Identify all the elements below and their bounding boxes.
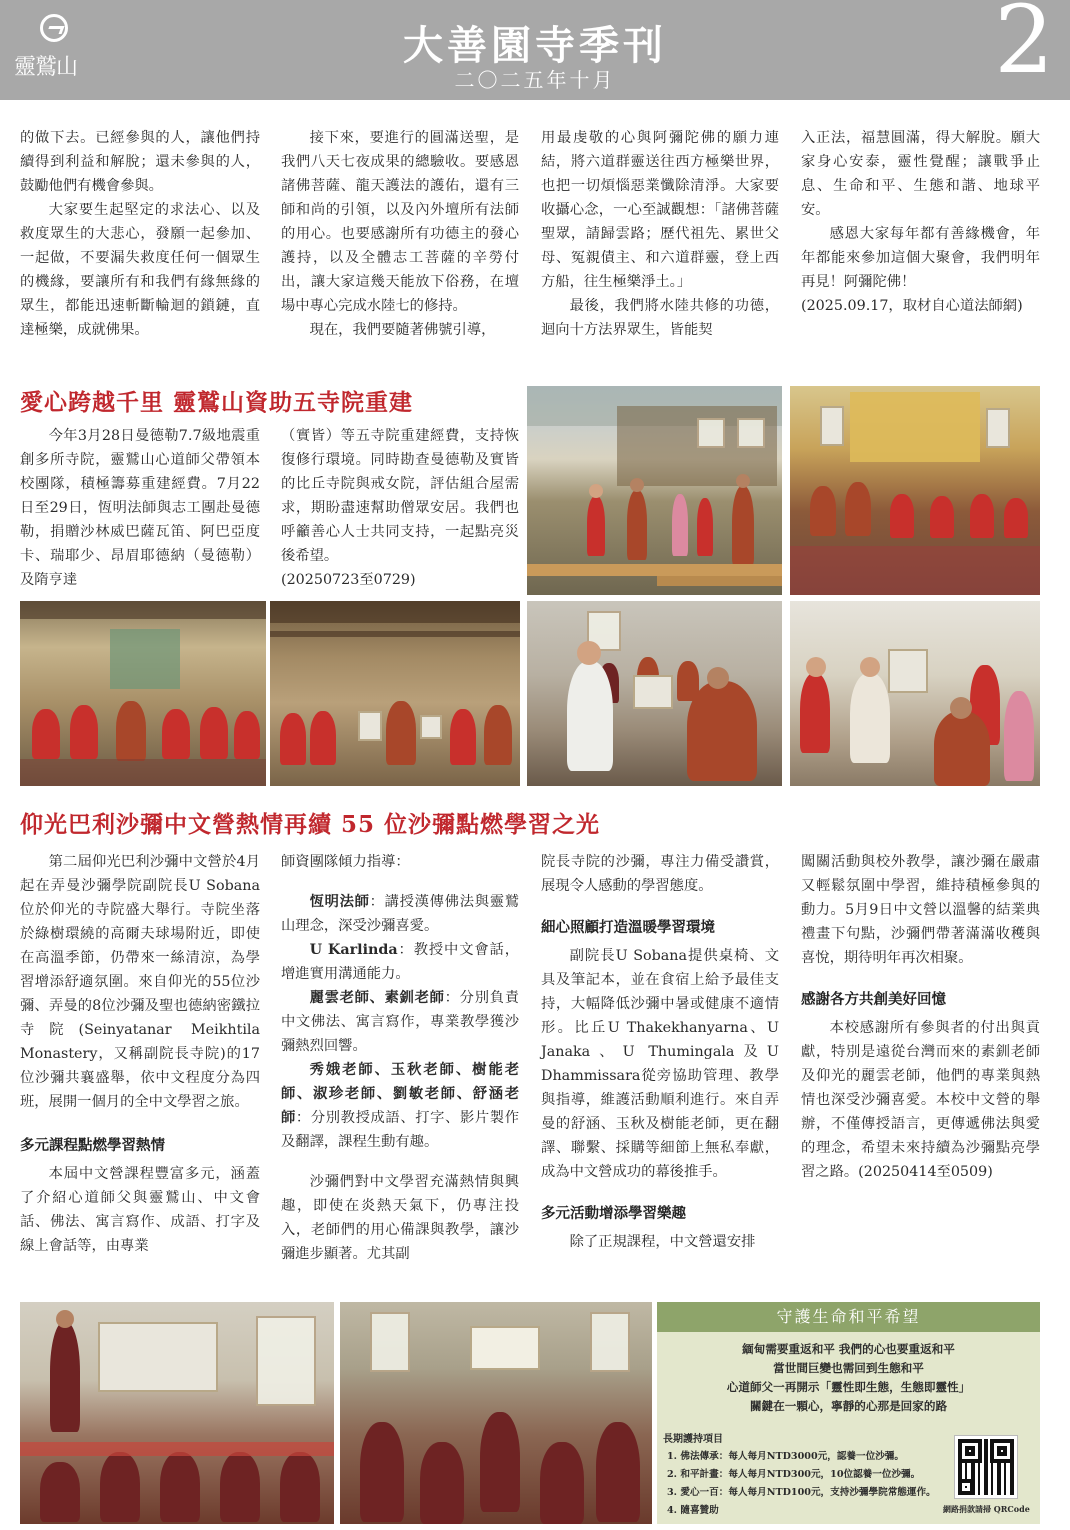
notice-quote-line: 當世間巨變也需回到生態和平 [773, 1361, 924, 1375]
article2-headline: 愛心跨越千里 靈鷲山資助五寺院重建 [20, 389, 414, 416]
paragraph: 今年3月28日曼德勒7.7級地震重創多所寺院，靈鷲山心道師父帶領本校團隊，積極籌募重建經費。7月22日至29日，恆明法師與志工團赴曼德勒，捐贈沙林威巴薩瓦笛、阿巴亞度卡、瑞耶少、昂眉耶德納（曼德勒）及隋亨達 [20, 428, 260, 588]
paragraph: 院長寺院的沙彌，專注力備受讚賞，展現令人感動的學習態度。 [541, 854, 779, 894]
article3-column-3 [541, 850, 779, 1254]
subheading: 感謝各方共創美好回憶 [801, 991, 946, 1008]
subheading: 多元課程點燃學習熱情 [20, 1137, 165, 1154]
paragraph: 入正法，福慧圓滿，得大解脫。願大家身心安泰，靈性覺醒；讓戰爭止息、生命和平、生態和諧、地球平安。 [801, 130, 1040, 218]
article3-column-4 [801, 850, 1040, 1184]
teacher-desc: ：教授中文會話，增進實用溝通能力。 [281, 942, 520, 982]
logo-text: 靈鷲山 [14, 55, 78, 80]
photo-construction-site [527, 386, 782, 595]
support-items-heading: 長期護持項目 [663, 1434, 723, 1445]
paragraph: 第二屆仰光巴利沙彌中文營於4月起在弄曼沙彌學院副院長U Sobana位於仰光的寺院盛大舉行。寺院坐落於綠樹環繞的高爾夫球場附近，即使在高溫季節，仍帶來一絲清涼，為學習增添舒適氛圍。來自仰光的55位沙彌、弄曼的8位沙彌及聖也德納密鐵拉寺院(Seinyatanar Meikhtila Monastery，又稱副院長寺院)的17位沙彌共襄盛舉，依中文程度分為四班，展開一個月的全中文學習之旅。 [20, 854, 260, 1110]
photo-classroom-2 [340, 1302, 652, 1524]
notice-quote-line: 緬甸需要重返和平 我們的心也要重返和平 [742, 1342, 955, 1356]
paragraph: 闖關活動與校外教學，讓沙彌在嚴肅又輕鬆氛圍中學習，維持積極參與的動力。5月9日中文營以溫馨的結業典禮畫下句點，沙彌們帶著滿滿收穫與喜悅，期待明年再次相聚。 [801, 854, 1040, 966]
paragraph: 沙彌們對中文學習充滿熱情與興趣，即使在炎熱天氣下，仍專注投入，老師們的用心備課與教學，讓沙彌進步顯著。尤其副 [281, 1174, 519, 1262]
paragraph: 本屆中文營課程豐富多元，涵蓋了介紹心道師父與靈鷲山、中文會話、佛法、寓言寫作、成語、打字及線上會話等，由專業 [20, 1166, 260, 1254]
notice-quote-line: 心道師父一再開示「靈性即生態，生態即靈性」 [726, 1380, 971, 1394]
notice-quote-line: 關鍵在一顆心，寧靜的心那是回家的路 [749, 1399, 948, 1413]
page-number: 2 [994, 0, 1054, 95]
photo-monastery-visit-1 [20, 601, 266, 786]
paragraph: 現在，我們要隨著佛號引導， [309, 322, 496, 338]
photo-nunnery-visit [790, 601, 1040, 786]
donation-qr-code[interactable] [955, 1436, 1017, 1498]
issue-date: 二〇二五年十月 [454, 68, 616, 92]
teacher-desc: ：分別負責中文佛法、寓言寫作，專業教學獲沙彌熱烈回響。 [281, 990, 520, 1054]
masthead [0, 0, 1070, 100]
photo-classroom-1 [20, 1302, 334, 1524]
paragraph: 用最虔敬的心與阿彌陀佛的願力連結，將六道群靈送往西方極樂世界，也把一切煩惱惡業懺除清淨。大家要收攝心念，一心至誠觀想：「諸佛菩薩聖眾，請歸雲路；歷代祖先、累世父母、冤親債主、和六道群靈，登上西方船，往生極樂淨土。」 [541, 130, 779, 290]
date-note: (20250723至0729) [281, 572, 416, 588]
teacher-desc: ：講授漢傳佛法與靈鷲山理念，深受沙彌喜愛。 [281, 894, 520, 934]
photo-shrine-meeting [790, 386, 1040, 595]
teacher-name: 麗雲老師、素釧老師 [309, 990, 445, 1006]
paragraph: 本校感謝所有參與者的付出與貢獻，特別是遠從台灣而來的素釧老師及仰光的麗雲老師，他們的專業與熱情也深受沙彌喜愛。本校中文營的舉辦，不僅傳授語言，更傳遞佛法與愛的理念，希望未來持續為沙彌點亮學習之路。(20250414至0509) [801, 1020, 1040, 1180]
paragraph: 的做下去。已經參與的人，讓他們持續得到利益和解脫；還未參與的人，鼓勵他們有機會參與。 [20, 130, 260, 194]
paragraph: 大家要生起堅定的求法心、以及救度眾生的大悲心，發願一起參加、一起做，不要漏失救度任何一個眾生的機緣，要讓所有和我們有緣無緣的眾生，都能迅速斬斷輪迴的鎖鏈，直達極樂，成就佛果。 [20, 202, 260, 338]
article1-column-4 [801, 126, 1040, 318]
teacher-name: 恆明法師 [309, 894, 370, 910]
subheading: 多元活動增添學習樂趣 [541, 1205, 686, 1222]
paragraph: 副院長U Sobana提供桌椅、文具及筆記本，並在食宿上給予最佳支持，大幅降低沙彌中暑或健康不適情形。比丘U Thakekhanyarna、U Janaka、U Thumingala及U Dhammissara從旁協助管理、教學與指導，維護活動順利進行。來自弄曼的舒涵、玉秋及樹能老師，更在翻譯、聯繫、採購等細節上無私奉獻，成為中文營成功的幕後推手。 [541, 948, 779, 1180]
subheading: 細心照顧打造溫暖學習環境 [541, 919, 715, 936]
article2-column-1 [20, 424, 260, 592]
support-item: 1. 佛法傳承：每人每月NTD3000元，認養一位沙彌。 [667, 1451, 904, 1462]
teacher-desc: ：分別教授成語、打字、影片製作及翻譯，課程生動有趣。 [281, 1110, 520, 1150]
article2-column-2 [281, 424, 519, 592]
paragraph: （實皆）等五寺院重建經費，支持恢復修行環境。同時勘查曼德勒及實皆的比丘寺院與戒女院，評估組合屋需求，期盼盡速幫助僧眾安居。我們也呼籲善心人士共同支持，一起點亮災後希望。 [281, 428, 519, 564]
paragraph: 接下來，要進行的圓滿送聖，是我們八天七夜成果的總驗收。要感恩諸佛菩薩、龍天護法的護佑，還有三師和尚的引領，以及內外壇所有法師的用心。也要感謝所有功德主的發心護持，以及全體志工菩薩的辛勞付出，讓大家這幾天能放下俗務，在壇場中專心完成水陸七的修持。 [281, 130, 519, 314]
article1-column-3 [541, 126, 779, 342]
newsletter-title: 大善園寺季刊 [403, 22, 667, 69]
teacher-name: U Karlinda [309, 942, 398, 958]
qr-caption: 網路捐款請掃 QRCode [943, 1504, 1030, 1514]
photo-monastery-visit-2 [270, 601, 520, 786]
notice-header: 守護生命和平希望 [657, 1302, 1040, 1332]
article3-headline: 仰光巴利沙彌中文營熱情再續 55 位沙彌點燃學習之光 [20, 811, 601, 838]
photo-donation-handover [527, 601, 782, 786]
paragraph: 最後，我們將水陸共修的功德，迴向十方法界眾生，皆能契 [541, 298, 779, 338]
teacher-name: 秀娥老師、玉秋老師、樹能老師、淑珍老師、劉敏老師、舒涵老師 [281, 1062, 519, 1126]
article3-column-2 [281, 850, 519, 1266]
paragraph: 師資團隊傾力指導： [281, 854, 410, 870]
article1-column-1 [20, 126, 260, 342]
source-note: (2025.09.17，取材自心道法師網) [801, 298, 1023, 314]
support-item: 2. 和平計畫：每人每月NTD300元，10位認養一位沙彌。 [667, 1469, 921, 1480]
support-item: 4. 隨喜贊助 [667, 1505, 719, 1516]
paragraph: 除了正規課程，中文營還安排 [569, 1234, 756, 1250]
paragraph: 感恩大家每年都有善緣機會，年年都能來參加這個大聚會，我們明年再見！阿彌陀佛！ [801, 226, 1040, 290]
article1-column-2 [281, 126, 519, 342]
support-notice-box [657, 1302, 1040, 1524]
support-item: 3. 愛心一百：每人每月NTD100元，支持沙彌學院常態運作。 [667, 1487, 936, 1498]
article3-column-1 [20, 850, 260, 1258]
